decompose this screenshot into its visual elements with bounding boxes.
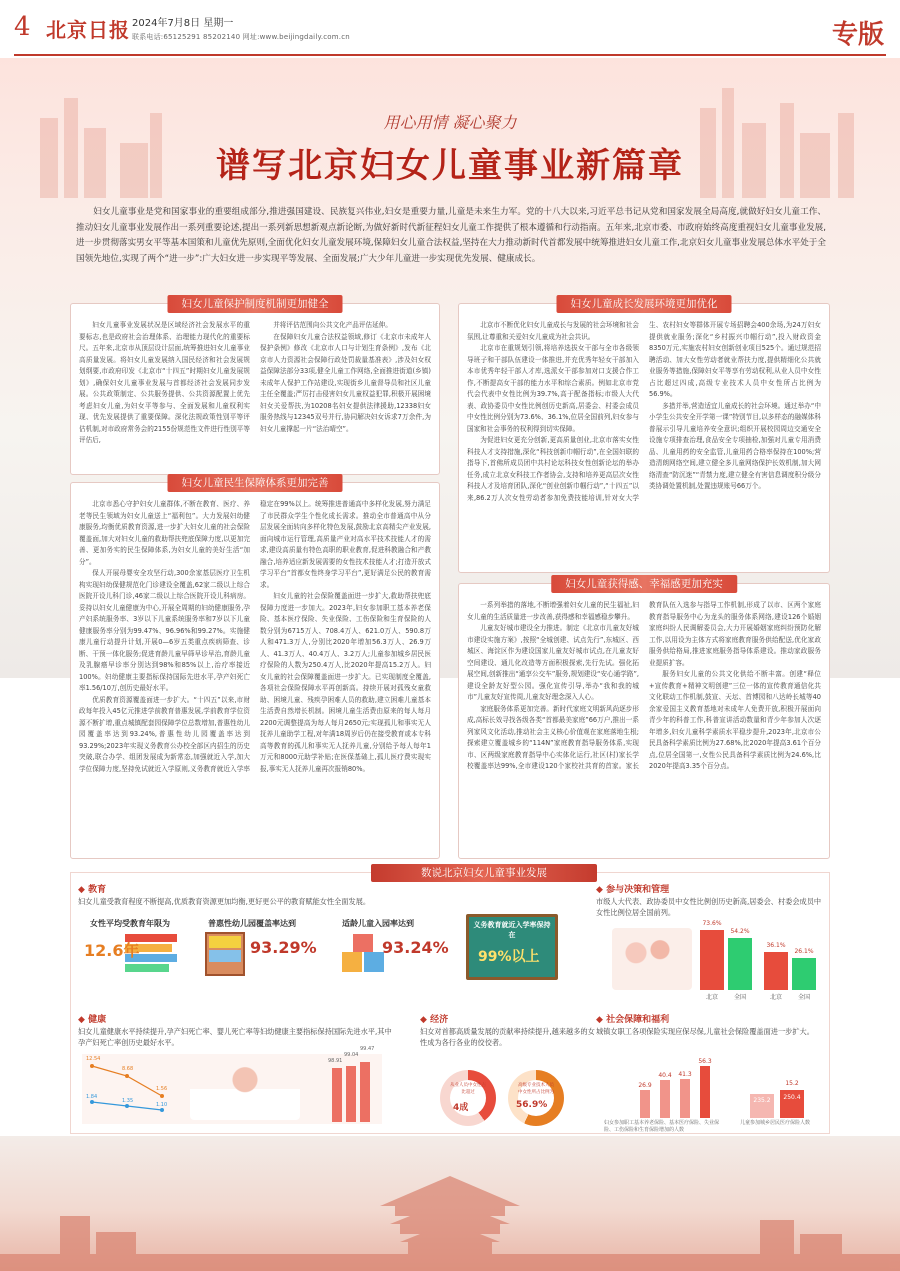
value-label: 250.4 [783,1094,801,1101]
bar [660,1080,670,1118]
headline: 谱写北京妇女儿童事业新篇章 [216,146,684,186]
value-label: 1.56 [156,1086,168,1092]
paragraph: 为促进妇女更充分创新,更高质量创业,北京市落实女性科技人才支持措施,深化“科技创新巾帼行动”,在全国妇联的指导下,首佛所成员团中共村论坛科技女性创新论坛的举办任务,成立北京女科技工作者协会,支持和培养更高层次女性科技人才及培育团队,深化“创业创新巾帼行动”,“十四五”以来,86.2万人次女性劳动者参加免费技能培训,针对女大学生、农村妇女等群体开展专场招聘会400余场,为24万妇女提供就业服务;深化“乡村振兴巾帼行动”,投入财政资金8350万元,实施农村妇女创新创业项目525个。通过规范招聘活动、加大女性劳动者就业帮扶力度,提供精细化公共就业服务等措施,保障妇女平等享有劳动权利,从业人员中女性占比超过四成,高级专业技术人员中女性所占比例为56.9%。 [467,321,821,502]
panel-title: 妇女儿童获得感、幸福感更加充实 [551,575,737,593]
category-label: 全国 [797,994,810,1001]
stat-value: 93.24% [382,938,449,957]
bar-beijing-2 [764,952,788,990]
paragraph: 多措并举,营造适宜儿童成长的社会环境。通过举办“中小学生公共安全开学第一课”特别节目,以多样态的融媒体科普展示引导儿童培养安全意识;组织开展校园周边交通安全设施专项排查治理,食品安全专项抽检,加强对儿童专用消费品、儿童用药的安全监管,儿童用药合格率保持在100%;营造清朗网络空间,建立健全多儿童网络保护长效机制,加大网络清查“防沉迷”“青禁力度,建立健全有害信息调度积分级分类协调处置机制,处置违规账号66万个。 [649,401,821,490]
health-text: 妇女儿童健康水平持续提升,孕产妇死亡率、婴儿死亡率等妇幼健康主要指标保持国际先进水平,其中孕产妇死亡率创历史最好水平。 [78,1027,392,1047]
issue-date: 2024年7月8日 星期一 [132,18,234,29]
category-label: 全国 [733,994,746,1001]
donut-label: 从业人员中女性占比超过 [450,1083,486,1095]
value-label: 98.91 [328,1058,343,1064]
paragraph: 妇女儿童的社会保险覆盖面进一步扩大,救助帮扶兜底保障力度进一步加大。2023年,妇女参加职工基本养老保险、基本医疗保险、失业保险、工伤保险和生育保险的人数分别为6715万人、708.4万人、621.0万人、590.8万人和471.3万人,分别比2020年增加56.3万人、26.9万人、41.3万人、40.4万人、3.2万人;儿童参加城乡居民医疗保险的人数为250.4万人,比2020年提高15.2万人。妇女儿童的社会保障覆盖面进一步扩大。已实现制度全覆盖,各项社会保险保障水平再创新高。持续开展对孤残女童救助、困境儿童、残疾孕困难人员的救助,建立困难儿童基本生活费自然增长机制。困境儿童生活费由原来的每人每月2200元调整提高为每人每月2650元;实现孤儿和事实无人抚养儿童助学工程,对年满18周岁后仍在接受教育或本专科高等教育的孤儿和事实无人抚养儿童,分别给予每人每年1万元和8000元助学补贴;在医保基础上,孤儿医疗费实现实报,事实无人抚养儿童再次报销80%。 [260,592,431,773]
value-label: 1.35 [122,1098,134,1104]
paragraph: 在保障妇女儿童合法权益领域,修订《北京市未成年人保护条例》修改《北京市人口与计划生育条例》,发布《北京市人力资源社会保障行政处罚裁量基准表》,涉及妇女权益保障法部分33项,健全儿童工作网络,全面推进街道(乡镇)未成年人保护工作站建设,实现街乡儿童督导员和社区儿童主任全覆盖;严厉打击侵害妇女儿童权益犯罪,积极开展困境妇女关爱帮扶,为10208名妇女提供法律援助,12338妇女服务热线与12345双号并行,协同解决妇女诉求7万余件,为妇女儿童撑起一片“法治晴空”。 [260,332,431,433]
bar-beijing-1 [700,930,724,990]
paragraph: 北京市在重规划引领,将培养选拔女干部与全市各级领导班子和干部队伍建设一体推进,并充优秀年轻女干部加入本市优秀年轻干部人才库,选派女干部参加对口支援合作工作,不断提高女干部的能力水平和综合素质。例如北京市党代会代表中女性比例为39.7%,高于配备指标;市级人大代表、政协委员中女性比例创历史新高,居委会、村委会成员中女性比例分别为73.6%、36.1%,位居全国前列,妇女参与国家和社会事务的权利得到切实保障。 [467,344,639,433]
masthead [0,0,900,56]
participation-heading: ◆ 参与决策和管理 [596,885,670,895]
band-title: 数说北京妇女儿童事业发展 [371,864,597,882]
stat-label: 女性平均受教育年限为 [90,919,170,928]
value-label: 26.1% [794,948,814,955]
paragraph: 家庭服务体系更加完善。新时代家庭文明新风尚逐步形成,高标长效寻找各级各类“首都最美家庭”66万户,推出一系列家风文化活动,推动社会主义核心价值观在家庭落地生根;探索建立覆盖城乡的“114N”家庭教育指导服务体系,实现市、区两级家庭教育指导中心实体化运行,社区(村)家长学校覆盖率达99%,全市建设120个家校社共育的首家。家长教育队伍入选参与指导工作机制,形成了以市、区两个家庭教育指导服务中心为龙头的服务体系网络,建设126个婚姻家庭纠纷人民调解委员会,大力开展婚姻家庭纠纷预防化解工作,以用设为主体方式将家庭教育服务供给配送,优化家政服务供给格局,推进家庭服务指导体系建设。推动家政服务业提质扩容。 [467,601,821,770]
donut-senior [508,1070,564,1126]
donut-value: 4成 [453,1103,469,1113]
people-illustration [612,928,692,990]
value-label: 26.9 [638,1082,652,1089]
panel-body [79,320,431,468]
section-tag: 专版 [831,20,884,50]
blocks-icon [342,934,386,974]
paragraph: 一系列举措的落地,不断增强着妇女儿童的民生福祉,妇女儿童的生活质量进一步改善,获得感和幸福感稳步攀升。 [467,601,639,621]
kicker: 用心用情 凝心聚力 [383,113,517,132]
paragraph: 并将评估范围向公共文化产品评估延伸。 [273,321,392,329]
bar [680,1079,690,1118]
value-label: 1.84 [86,1094,98,1100]
bookshelf-icon [205,932,245,976]
paragraph: 儿童友好城市建设全力推进。制定《北京市儿童友好城市建设实施方案》,按照“全城创建、试点先行”,东城区、西城区、海淀区作为建设国家儿童友好城市试点,在儿童友好空间建设、通儿化改造等方面积极探索,先行先试。强化拓展空间,创新推出“通享公交车”服务,规划建设“安心通学路”,建设全龄友好型公园。强化宣传引导,举办“我和我的城市”儿童友好宣传周,儿童友好理念深入人心。 [467,624,639,701]
panel-title: 妇女儿童保护制度机制更加健全 [168,295,343,313]
temple-illustration [0,1136,900,1271]
panel-environment [458,298,830,573]
value-label: 235.2 [753,1097,771,1104]
panel-title: 妇女儿童成长发展环境更加优化 [557,295,732,313]
masthead-rule [14,54,886,56]
stat-label: 普惠性幼儿园覆盖率达到 [208,919,296,928]
social-heading: ◆ 社会保障和福利 [596,1015,670,1025]
value-label: 15.2 [785,1080,799,1087]
value-label: 99.04 [344,1052,359,1058]
panel-happiness [458,578,830,859]
paragraph: 优质教育资源覆盖面进一步扩大。“十四五”以来,市财政每年投入45亿元推进学前教育普惠发展,学前教育学位资源不断扩增,重点城镇配套园保障学位总数增加,普惠性幼儿园覆盖率达到93.24%,普惠性幼儿园覆盖率达到93.29%;2023年实现义务教育公办校全部区内招生的历史突破,联合办学、组团发展成为新常态,加强就近入学,加大学位保障力度,坚持免试就近入学原则,义务教育就近入学率稳定在99%以上。统筹推进普通高中多样化发展,努力满足了市民群众学生个性化成长需求。推动全市普通高中从分层发展全面转向多样化特色发展,鼓励北京高精尖产业发展,面向城市运行管理,高质量产业对高水平技术技能人才的需求,建设高质量有特色高职的职业教育,促进科教融合和产教融合,培养适应新发展需要的女性技术技能人才;打造开放式学习平台“首都女性终身学习平台”,更好满足公民的教育需求。 [79,500,431,773]
education-heading: ◆ 教育 [78,885,107,895]
health-heading: ◆ 健康 [78,1015,107,1025]
bar [640,1090,650,1118]
newspaper-logo: 北京日报 [46,18,130,42]
value-label: 54.2% [730,928,750,935]
paragraph: 北京市悉心守护妇女儿童群体,不断在教育、医疗、养老等民生领域为妇女儿童送上“福利包”。大力发展妇幼健康服务,均衡优质教育资源,进一步扩大妇女儿童的社会保险覆盖面,加大对妇女儿童的救助帮扶兜底保障力度,以更加完善、更加务实的民生保障体系,为妇女儿童的美好生活“加分”。 [79,500,250,566]
bar [700,1066,710,1118]
category-label: 北京 [705,994,718,1001]
value-label: 41.3 [678,1071,692,1078]
category-label: 北京 [769,994,782,1001]
value-label: 12.54 [86,1056,101,1062]
panel-body [467,320,821,566]
stat-value: 99%以上 [478,949,540,965]
doctor-illustration [190,1058,300,1120]
participation-text: 市级人大代表、政协委员中女性比例创历史新高,居委会、村委会成员中女性比例位居全国前列。 [596,897,822,917]
panel-title: 妇女儿童民生保障体系更加完善 [168,474,343,492]
panel-protection [70,298,440,475]
panel-body [467,600,821,852]
paragraph: 北京市不断优化妇女儿童成长与发展的社会环境和社会氛围,让尊重和关爱妇女儿童成为社会共识。 [467,321,639,341]
value-label: 99.47 [360,1046,375,1052]
panel-body [79,499,431,852]
lead-paragraph: 妇女儿童事业是党和国家事业的重要组成部分,推进强国建设、民族复兴伟业,妇女是重要力量,儿童是未来生力军。党的十八大以来,习近平总书记从党和国家发展全局高度,就做好妇女儿童工作、推动妇女儿童事业发展作出一系列重要论述,提出一系列新思想新观点新论断,为做好新时代新征程妇女儿童工作提供了根本遵循和行动指南。五年来,北京市委、市政府始终高度重视妇女儿童事业发展,进一步贯彻落实男女平等基本国策和儿童优先原则,全面优化妇女儿童发展环境,保障妇女儿童合法权益,坚持在大力推动新时代首都发展中统筹推进妇女儿童工作,北京妇女儿童事业发展总体水平处于全国领先地位,实现了两个“进一步”:广大妇女进一步实现平等发展、全面发展;广大少年儿童进一步实现优先发展、健康成长。 [76,207,826,264]
economy-heading: ◆ 经济 [420,1015,449,1025]
donut-workforce [440,1070,496,1126]
page-number: 4 [14,12,31,42]
education-text: 妇女儿童受教育程度不断提高,优质教育资源更加均衡,更好更公平的教育赋能女性全面发展。 [78,897,371,906]
contact-line: 联系电话:65125291 85202140 网址:www.beijingdaily.com.cn [132,33,350,41]
bar-national-1 [728,938,752,990]
stat-value: 93.29% [250,938,317,957]
value-label: 1.10 [156,1102,168,1108]
legend-right: 儿童参加城乡居民医疗保险人数 [740,1120,811,1126]
paragraph: 服务妇女儿童的公共文化供给不断丰富。创建“释位+宣传教育+精神文明创建”三位一体的宣传教育通信化共文化联动工作机制,鼓宣、天坛、首博园和八达岭长城等40余家爱国主义教育基地对未成年人免费开放,积极开展面向青少年的科普工作,科普宣讲活动数量和青少年参加人次逐年增多,妇女儿童科学素质水平稳步提升,2023年,北京市公民具备科学素质比例为27.68%,比2020年提高3.61个百分点,位居全国第一,女性公民具备科学素质比例为24.6%,比2020年提高3.35个百分点。 [649,670,821,770]
bar-national-2 [792,958,816,990]
stat-value: 12.6年 [84,941,140,960]
economy-text: 妇女对首都高质量发展的贡献率持续提升,越来越多的女性成为各行各业的佼佼者。 [420,1027,595,1047]
social-text: 城镇女职工各项保险实现应保尽保,儿童社会保险覆盖面进一步扩大。 [596,1027,814,1036]
stat-label: 适龄儿童入园率达到 [342,919,414,928]
paragraph: 妇女儿童事业发展状况是区域经济社会发展水平的重要标志,也是政府社会治理体系、治理能力现代化的重要标尺。五年来,北京市从顶层设计层面,统筹推进妇女儿童事业高质量发展。将妇女儿童发展纳入国民经济和社会发展规划纲要,市政府印发《北京市“十四五”时期妇女儿童发展规划》,确保妇女儿童事业发展与首都经济社会发展同步发展。公共政策制定、公共服务提供、公共资源配置上优先考虑妇女儿童,为妇女平等参与、全面发展和儿童权利实现、优先发展提供了重要保障。深化法规政策性别平等评估机制,对市政府常务会的2155份规范性文件进行性别平等评估后, [79,321,250,444]
panel-livelihood [70,477,440,859]
paragraph: 保人开展母婴安全攻坚行动,300余家基层医疗卫生机构实现妇幼保健规范化门诊建设全覆盖,62家二级以上综合医院开设儿科门诊,46家二级以上综合医院开设儿科病房。妥持以妇女儿童健康为中心,开展全周期的妇幼健康服务,孕产妇系统服务率、3岁以下儿童系统服务率和7岁以下儿童健康服务率分别为99.47%、96.96%和99.27%。实施健康儿童行动提升计划,开展0—6岁五类重点疾病筛查、诊断、干预一体化服务;促进育龄儿童早筛早诊早治,育龄儿童及乳腺癌早诊率分别达到98%和85%以上,治疗率接近100%。妇幼健康主要指标保持国际先进水平,孕产妇死亡率1.56/10万,创历史最好水平。 [79,569,250,692]
value-label: 73.6% [702,920,722,927]
stat-label: 义务教育就近入学率保持在 [473,921,551,939]
value-label: 56.3 [698,1058,712,1065]
value-label: 36.1% [766,942,786,949]
legend-left: 妇女参加职工基本养老保险、基本医疗保险、失业保险、工伤保险和生育保险增加的人数 [604,1120,720,1133]
donut-value: 56.9% [516,1100,548,1110]
value-label: 8.68 [122,1066,134,1072]
value-label: 40.4 [658,1072,672,1079]
donut-label: 高级专业技术人员中女性所占比例为 [518,1083,554,1095]
